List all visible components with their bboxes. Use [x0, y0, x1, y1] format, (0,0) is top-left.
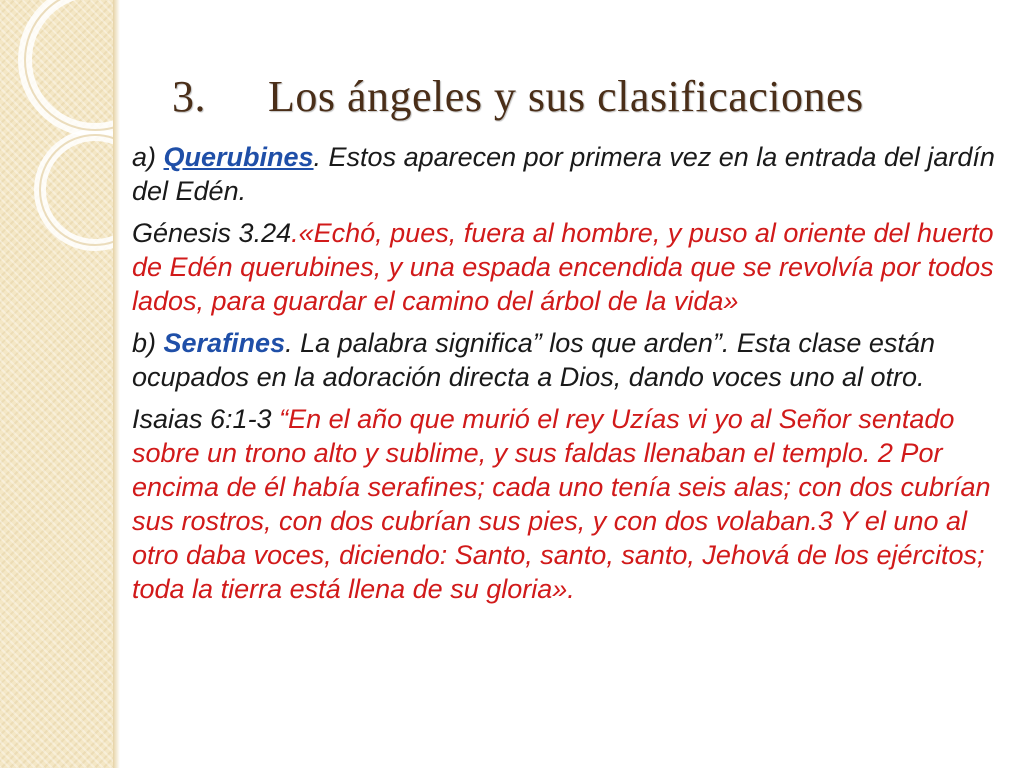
paragraph-genesis-quote — [132, 216, 1004, 318]
genesis-reference: Génesis 3.24 — [132, 218, 292, 248]
item-a-prefix: a) — [132, 142, 164, 172]
item-a-text: . Estos aparecen por primera vez en la entrada del jardín del Edén. — [132, 142, 995, 206]
title-number: 3. — [172, 72, 206, 121]
band-edge-shadow — [113, 0, 120, 768]
paragraph-serafines — [132, 326, 1004, 394]
serafines-term: Serafines — [163, 328, 286, 358]
isaias-reference: Isaias 6:1-3 — [132, 404, 280, 434]
decorative-side-band — [0, 0, 113, 768]
item-b-prefix: b) — [132, 328, 164, 358]
genesis-quote: .«Echó, pues, fuera al hombre, y puso al oriente del huerto de Edén querubines, y una espada encendida que se revolvía por todos lados, para guardar el camino del árbol de la vida» — [132, 218, 994, 316]
title-text: Los ángeles y sus clasificaciones — [268, 72, 864, 121]
isaias-quote: “En el año que murió el rey Uzías vi yo al Señor sentado sobre un trono alto y sublime, y sus faldas llenaban el templo. 2 Por encima de él había serafines; cada uno tenía seis alas; con dos cubrían sus rostros, con dos cubrían sus pies, y con dos volaban.3 Y el uno al otro daba voces, diciendo: Santo, santo, santo, Jehová de los ejércitos; toda la tierra está llena de su gloria». — [132, 404, 991, 604]
slide-title — [172, 70, 864, 124]
slide-content — [132, 140, 1004, 614]
querubines-link[interactable]: Querubines — [163, 142, 314, 172]
paragraph-isaias-quote — [132, 402, 1004, 606]
ornament-rings — [0, 0, 113, 260]
paragraph-querubines — [132, 140, 1004, 208]
item-b-text: . La palabra significa” los que arden”. Esta clase están ocupados en la adoración directa a Dios, dando voces uno al otro. — [132, 328, 935, 392]
